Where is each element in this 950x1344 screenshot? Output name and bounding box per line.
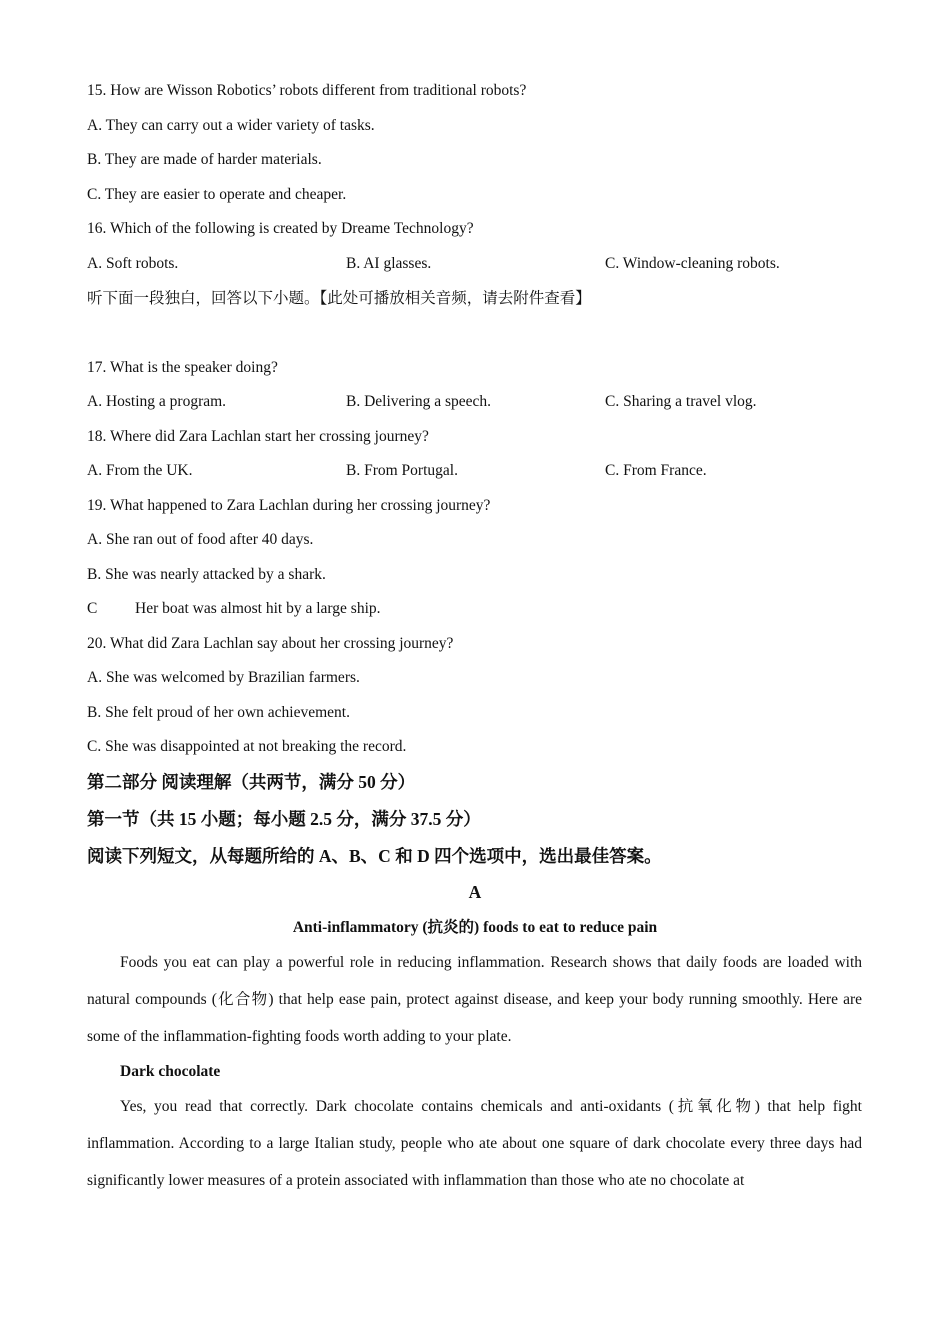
q20-option-a: A. She was welcomed by Brazilian farmers. [87,669,360,686]
question-15: 15. How are Wisson Robotics’ robots different from traditional robots? [87,82,527,99]
passage-paragraph-2: Yes, you read that correctly. Dark chocolate contains chemicals and anti-oxidants (抗氧化物) that help fight inflammation. According to a large Italian study, people who ate about one square of dark chocolate every three days had significantly lower measures of a protein associated with inflammation than those who ate no chocolate at [87,1098,862,1189]
q15-option-b: B. They are made of harder materials. [87,151,322,168]
question-16: 16. Which of the following is created by Dreame Technology? [87,220,474,237]
section1-title: 第一节（共 15 小题；每小题 2.5 分，满分 37.5 分） [87,809,481,829]
q18-option-c: C. From France. [605,462,707,479]
q16-option-b: B. AI glasses. [346,255,432,272]
question-18: 18. Where did Zara Lachlan start her crossing journey? [87,428,429,445]
q20-option-b: B. She felt proud of her own achievement. [87,704,350,721]
q17-option-c: C. Sharing a travel vlog. [605,393,757,410]
q15-option-c: C. They are easier to operate and cheaper. [87,186,347,203]
monologue-note: 听下面一段独白，回答以下小题。【此处可播放相关音频，请去附件查看】 [87,290,591,307]
q19-option-c-text: Her boat was almost hit by a large ship. [135,600,381,617]
q18-option-b: B. From Portugal. [346,462,458,479]
q16-option-a: A. Soft robots. [87,255,179,272]
question-20: 20. What did Zara Lachlan say about her crossing journey? [87,635,454,652]
q18-option-a: A. From the UK. [87,462,193,479]
q19-option-b: B. She was nearly attacked by a shark. [87,566,326,583]
part2-title: 第二部分 阅读理解（共两节，满分 50 分） [87,772,416,792]
q19-option-c-letter: C [87,600,98,617]
q15-option-a: A. They can carry out a wider variety of tasks. [87,117,375,134]
q20-option-c: C. She was disappointed at not breaking the record. [87,738,407,755]
passage-subheading: Dark chocolate [120,1063,221,1080]
q16-option-c: C. Window-cleaning robots. [605,255,780,272]
passage-paragraph-1: Foods you eat can play a powerful role in reducing inflammation. Research shows that daily foods are loaded with natural compounds (化合物) that help ease pain, protect against disease, and keep your body running smoothly. Here are some of the inflammation-fighting foods worth adding to your plate. [87,954,862,1045]
question-17: 17. What is the speaker doing? [87,359,278,376]
question-19: 19. What happened to Zara Lachlan during her crossing journey? [87,497,491,514]
q17-option-b: B. Delivering a speech. [346,393,492,410]
section1-instruction: 阅读下列短文，从每题所给的 A、B、C 和 D 四个选项中，选出最佳答案。 [87,846,662,866]
passage-label: A [468,882,482,902]
passage-title: Anti-inflammatory (抗炎的) foods to eat to reduce pain [292,919,658,936]
q17-option-a: A. Hosting a program. [87,393,227,410]
q19-option-a: A. She ran out of food after 40 days. [87,531,314,548]
